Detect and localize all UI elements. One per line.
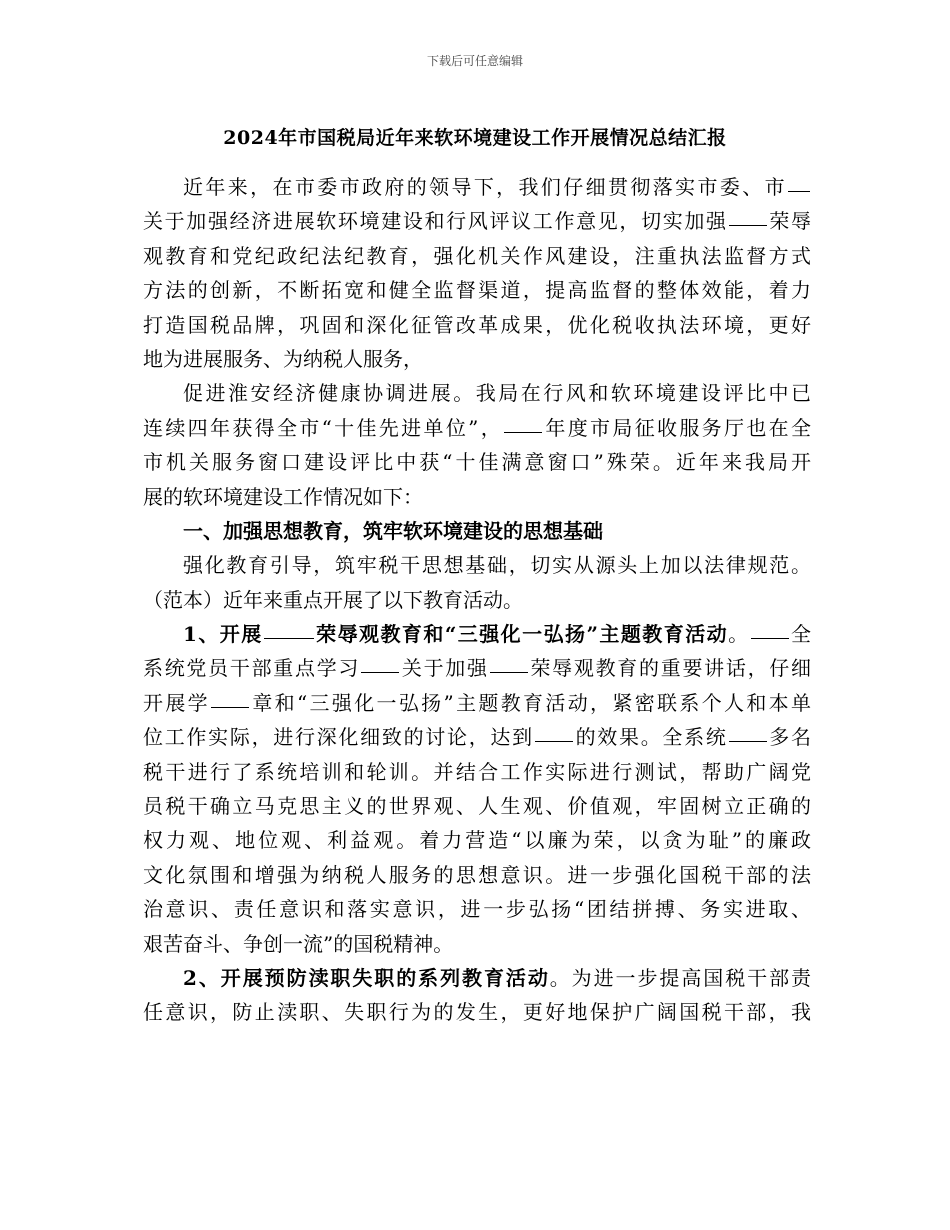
text-line: 打造国税品牌，巩固和深化征管改革成果，优化税收执法环境，更好 [143,312,811,337]
subsection-title: 2、开展预防渎职失职的系列教育活动 [183,965,550,990]
text-line: 文化氛围和增强为纳税人服务的思想意识。进一步强化国税干部的法 [143,862,811,887]
fill-blank [751,618,789,639]
fill-blank [211,687,249,708]
text-line: 系统党员干部重点学习 关于加强 荣辱观教育的重要讲话，仔细 [143,651,811,685]
section-heading: 一、加强思想教育，筑牢软环境建设的思想基础 [183,518,603,543]
document-body [143,170,811,1030]
text-line: 连续四年获得全市“十佳先进单位”， 年度市局征收服务厅也在全 [143,411,811,445]
text-line: 员税干确立马克思主义的世界观、人生观、价值观，牢固树立正确的 [143,794,811,819]
header-note: 下载后可任意编辑 [426,54,523,68]
fill-blank [504,412,542,433]
fill-blank [729,205,767,226]
subsection-title: 1、开展 [183,622,263,647]
fill-blank [264,618,314,639]
text-line: 市机关服务窗口建设评比中获“十佳满意窗口”殊荣。近年来我局开 [143,450,811,475]
text-line: 位工作实际，进行深化细致的讨论，达到 的效果。全系统 多名 [143,720,811,754]
text-line: 强化教育引导，筑牢税干思想基础，切实从源头上加以法律规范。 [183,553,811,578]
text-line: 艰苦奋斗、争创一流”的国税精神。 [143,931,454,956]
text-line: （范本）近年来重点开展了以下教育活动。 [143,587,523,612]
fill-blank [535,721,573,742]
fill-blank [729,721,767,742]
text-line: 展的软环境建设工作情况如下： [143,484,423,509]
document-title: 2024年市国税局近年来软环境建设工作开展情况总结汇报 [223,127,727,149]
fill-blank [361,652,399,673]
text-line: 税干进行了系统培训和轮训。并结合工作实际进行测试，帮助广阔党 [143,759,811,784]
text-line: 地为进展服务、为纳税人服务， [143,346,423,371]
text-line: 促进淮安经济健康协调进展。我局在行风和软环境建设评比中已 [183,381,811,406]
subsection-line: 2、开展预防渎职失职的系列教育活动。为进一步提高国税干部责 [183,965,811,990]
fill-blank [788,171,810,192]
text-line: 权力观、地位观、利益观。着力营造“以廉为荣，以贪为耻”的廉政 [143,828,811,853]
text-line: 开展学 章和“三强化一弘扬”主题教育活动，紧密联系个人和本单 [143,686,811,720]
text-line: 方法的创新，不断拓宽和健全监督渠道，提高监督的整体效能，着力 [143,278,811,303]
text-line: 近年来，在市委市政府的领导下，我们仔细贯彻落实市委、市 [143,170,811,204]
text-line: 任意识，防止渎职、失职行为的发生，更好地保护广阔国税干部，我 [143,1000,811,1025]
subsection-title: 荣辱观教育和“三强化一弘扬”主题教育活动 [314,622,729,647]
subsection-line: 1、开展 荣辱观教育和“三强化一弘扬”主题教育活动。 全 [143,617,811,651]
fill-blank [490,652,528,673]
text-line: 治意识、责任意识和落实意识，进一步弘扬“团结拼搏、务实进取、 [143,897,811,922]
text-line: 观教育和党纪政纪法纪教育，强化机关作风建设，注重执法监督方式 [143,243,811,268]
text-line: 关于加强经济进展软环境建设和行风评议工作意见，切实加强 荣辱 [143,204,811,238]
